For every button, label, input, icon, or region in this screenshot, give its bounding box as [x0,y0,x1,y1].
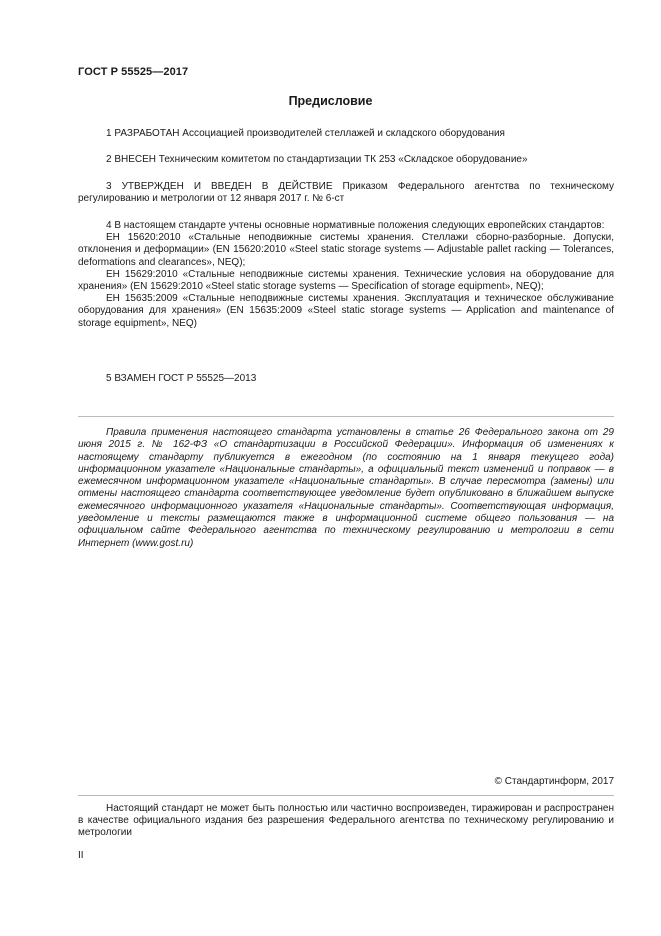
item-2-text: 2 ВНЕСЕН Техническим комитетом по стандартизации ТК 253 «Складское оборудование» [106,154,528,165]
foreword-item-5 [78,373,614,385]
copyright-line: © Стандартинформ, 2017 [494,776,614,787]
item-3-text: 3 УТВЕРЖДЕН И ВВЕДЕН В ДЕЙСТВИЕ Приказом Федерального агентства по техническому регулированию и метрологии от 12 января 2017 г. № 6-ст [78,181,614,205]
page-title: Предисловие [288,94,373,108]
notice-block [78,427,614,550]
foreword-item-2 [78,154,614,166]
item-5-text: 5 ВЗАМЕН ГОСТ Р 55525—2013 [106,373,257,384]
page-number: II [78,850,84,861]
foreword-item-4 [78,220,614,330]
notice-text: Правила применения настоящего стандарта установлены в статье 26 Федерального закона от 29 июня 2015 г. № 162-ФЗ «О стандартизации в Российской Федерации». Информация об изменениях к настоящему стандарту публикуется в ежегодном (по состоянию на 1 января текущего года) информационном указателе «Национальные стандарты», а официальный текст изменений и поправок — в ежемесячном информационном указателе «Национальные стандарты». В случае пересмотра (замены) или отмены настоящего стандарта соответствующее уведомление будет опубликовано в ближайшем выпуске ежемесячного информационного указателя «Национальные стандарты». Соответствующая информация, уведомление и тексты размещаются также в информационной системе общего пользования — на официальном сайте Федерального агентства по техническому регулированию и метрологии в сети Интернет (www.gost.ru) [78,427,614,549]
document-id-header: ГОСТ Р 55525—2017 [78,66,189,78]
section-divider [78,416,614,417]
reproduction-text: Настоящий стандарт не может быть полностью или частично воспроизведен, тиражирован и распространен в качестве официального издания без разрешения Федерального агентства по техническому регулированию и метрологии [78,803,614,839]
footer-divider [78,795,614,796]
item-4-standard-15629: ЕН 15629:2010 «Стальные неподвижные системы хранения. Технические условия на оборудование для хранения» (EN 15629:2010 «Steel static storage systems — Specification of storage equipment», NEQ); [78,268,614,293]
foreword-item-1 [78,128,614,140]
item-4-intro: 4 В настоящем стандарте учтены основные нормативные положения следующих европейских стандартов: [106,220,605,231]
item-1-text: 1 РАЗРАБОТАН Ассоциацией производителей стеллажей и складского оборудования [106,128,505,139]
reproduction-notice [78,803,614,840]
foreword-item-3 [78,181,614,205]
item-4-standard-15635: ЕН 15635:2009 «Стальные неподвижные системы хранения. Эксплуатация и техническое обслуживание оборудования для хранения» (EN 15635:2009 «Steel static storage systems — Application and maintenance of storage equipment», NEQ) [78,293,614,329]
item-4-standard-15620: ЕН 15620:2010 «Стальные неподвижные системы хранения. Стеллажи сборно-разборные. Допуски, отклонения и деформации» (EN 15620:2010 «Steel static storage systems — Adjustable pallet racking — Tolerances, deformations and clearances», NEQ); [78,232,614,268]
